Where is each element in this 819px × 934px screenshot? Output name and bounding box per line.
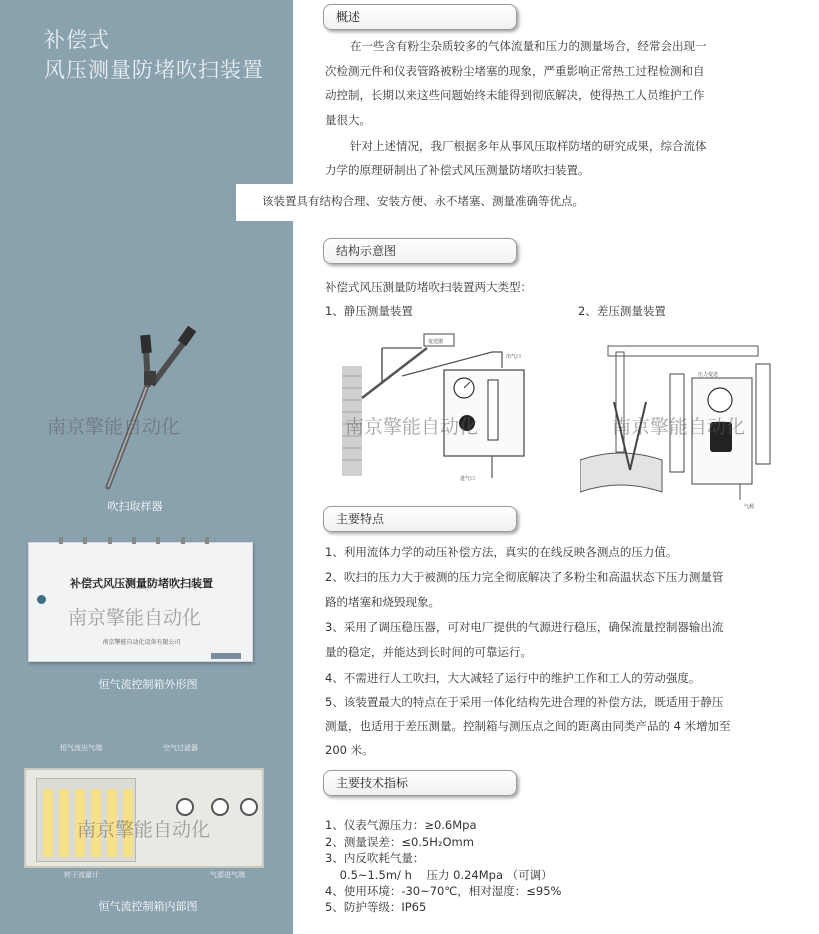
spec-line: 3、内反吹耗气量：: [325, 851, 425, 865]
title-line-1: 补偿式: [44, 28, 110, 52]
interior-label-filter: 空气过滤器: [163, 744, 198, 752]
overview-highlight: 该装置具有结构合理、安装方便、永不堵塞、测量准确等优点。: [262, 194, 584, 208]
section-tab-features: 主要特点: [323, 506, 517, 532]
title-line-2: 风压测量防堵吹扫装置: [44, 58, 264, 82]
label-transmitter: 变送器: [428, 339, 444, 345]
feature-line: 1、利用流体力学的动压补偿方法，真实的在线反映各测点的压力值。: [325, 545, 678, 559]
spec-line: 0.5~1.5m/ h 压力 0.24Mpa （可调）: [325, 868, 553, 882]
interior-label-inlet: 气源进气端: [210, 871, 245, 879]
feature-line: 200 米。: [325, 743, 374, 757]
feature-line: 3、采用了调压稳压器，可对电厂提供的气源进行稳压，确保流量控制器输出流: [325, 620, 724, 634]
watermark: 南京擎能自动化: [68, 607, 202, 629]
structure-type1: 1、静压测量装置: [325, 304, 413, 318]
overview-line: 量很大。: [325, 113, 371, 127]
label-out-air: 出气口: [506, 354, 522, 360]
structure-type2: 2、差压测量装置: [578, 304, 666, 318]
watermark: 南京擎能自动化: [47, 416, 181, 438]
watermark: 南京擎能自动化: [77, 819, 211, 841]
box-exterior-maker: 南京擎能自动化设备有限公司: [102, 639, 181, 646]
feature-line: 5、该装置最大的特点在于采用一体化结构先进合理的补偿方法，既适用于静压: [325, 695, 724, 709]
box-exterior-caption: 恒气流控制箱外形图: [98, 678, 198, 691]
label-in-air: 进气口: [460, 476, 476, 482]
highlight-box: [236, 184, 636, 221]
overview-line: 针对上述情况，我厂根据多年从事风压取样防堵的研究成果，综合流体: [350, 139, 707, 153]
box-interior-caption: 恒气流控制箱内部图: [98, 900, 198, 913]
spec-line: 2、测量误差：≤0.5H₂Omm: [325, 835, 474, 849]
left-panel: [0, 0, 293, 934]
feature-line: 测量，也适用于差压测量。控制箱与测压点之间的距离由同类产品的 4 米增加至: [325, 719, 731, 733]
structure-intro: 补偿式风压测量防堵吹扫装置两大类型：: [325, 280, 532, 294]
watermark: 南京擎能自动化: [345, 416, 479, 438]
interior-label-outlet: 恒气流出气端: [60, 744, 102, 752]
section-tab-specs: 主要技术指标: [323, 770, 517, 796]
interior-label-flowmeter: 转子流量计: [64, 871, 99, 879]
overview-line: 在一些含有粉尘杂质较多的气体流量和压力的测量场合，经常会出现一: [350, 39, 707, 53]
box-exterior-label: 补偿式风压测量防堵吹扫装置: [70, 577, 213, 590]
overview-line: 次检测元件和仪表管路被粉尘堵塞的现象，严重影响正常热工过程检测和自: [325, 64, 705, 78]
overview-line: 动控制，长期以来这些问题始终未能得到彻底解决，使得热工人员维护工作: [325, 88, 705, 102]
label-diff-transmitter: 压力变送: [698, 372, 719, 378]
feature-line: 量的稳定，并能达到长时间的可靠运行。: [325, 645, 532, 659]
feature-line: 4、不需进行人工吹扫，大大减轻了运行中的维护工作和工人的劳动强度。: [325, 671, 701, 685]
feature-line: 2、吹扫的压力大于被测的压力完全彻底解决了多粉尘和高温状态下压力测量管: [325, 570, 724, 584]
feature-line: 路的堵塞和烧毁现象。: [325, 595, 440, 609]
probe-caption: 吹扫取样器: [107, 500, 163, 513]
section-tab-structure: 结构示意图: [323, 238, 517, 264]
box-exterior-photo: [28, 542, 253, 662]
overview-line: 力学的原理研制出了补偿式风压测量防堵吹扫装置。: [325, 163, 590, 177]
watermark: 南京擎能自动化: [612, 416, 746, 438]
probe-photo: [60, 325, 210, 490]
label-gas: 气源: [744, 504, 755, 510]
spec-line: 4、使用环境：-30~70℃，相对湿度：≤95%: [325, 884, 562, 898]
spec-line: 5、防护等级：IP65: [325, 900, 427, 914]
spec-line: 1、仪表气源压力：≥0.6Mpa: [325, 818, 477, 832]
section-tab-overview: 概述: [323, 4, 517, 30]
